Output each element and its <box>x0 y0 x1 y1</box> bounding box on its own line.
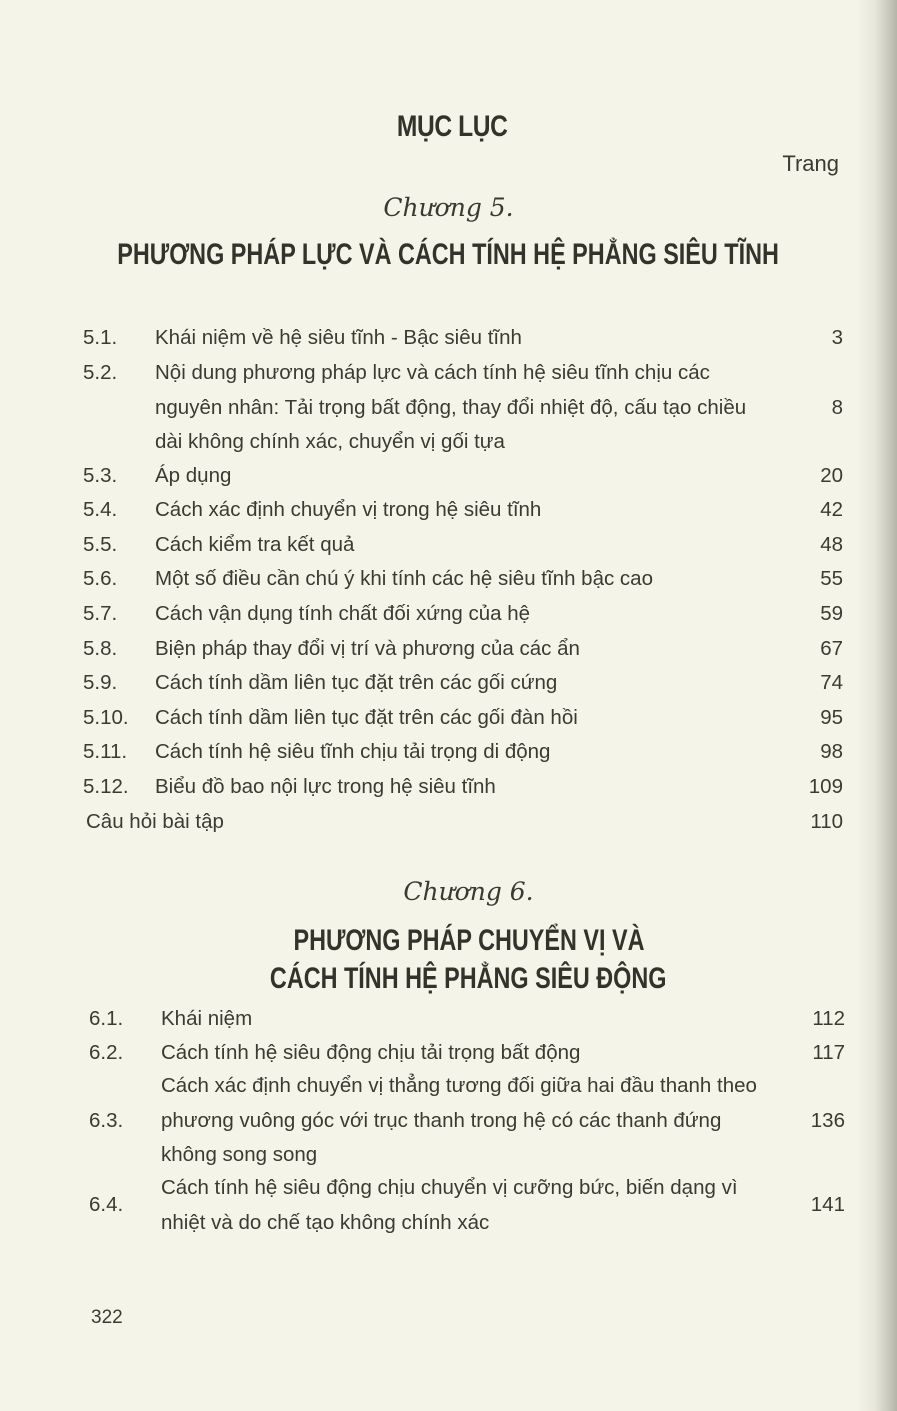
toc-entry-number: 6.4. <box>89 1193 124 1217</box>
toc-entry-number: 5.5. <box>83 533 118 556</box>
toc-entry-title: Biện pháp thay đổi vị trí và phương của các ẩn <box>155 637 580 660</box>
toc-entry-page: 20 <box>820 464 843 487</box>
toc-entry-title: Nội dung phương pháp lực và cách tính hệ siêu tĩnh chịu các nguyên nhân: Tải trọng bất động, thay đổi nhiệt độ, cấu tạo chiều dài không chính xác, chuyển vị gối tựa <box>155 361 747 453</box>
toc-entry-number: 6.2. <box>89 1041 124 1064</box>
toc-entry-page: 55 <box>820 567 843 590</box>
toc-entry-5-12[interactable] <box>83 770 843 805</box>
chapter-5-label: Chương 5. <box>383 193 514 222</box>
toc-entry-5-2[interactable] <box>83 356 843 460</box>
chapter-6-label: Chương 6. <box>403 877 534 906</box>
toc-entry-6-3[interactable] <box>89 1069 845 1173</box>
toc-entry-title: Cách tính hệ siêu tĩnh chịu tải trọng di động <box>155 740 551 763</box>
toc-entry-page: 42 <box>820 498 843 521</box>
toc-entry-title: Khái niệm về hệ siêu tĩnh - Bậc siêu tĩnh <box>155 326 522 349</box>
toc-entry-title: Biểu đồ bao nội lực trong hệ siêu tĩnh <box>155 775 496 798</box>
toc-entry-page: 74 <box>820 671 843 694</box>
toc-entry-page: 98 <box>820 740 843 763</box>
toc-entry-number: 5.4. <box>83 498 118 521</box>
toc-entry-page: 59 <box>820 602 843 625</box>
toc-entry-number: 5.9. <box>83 671 118 694</box>
toc-entry-title: Cách kiểm tra kết quả <box>155 533 355 556</box>
toc-entry-number: 5.11. <box>83 740 128 763</box>
toc-entry-page: 110 <box>810 810 843 833</box>
toc-entry-title: Câu hỏi bài tập <box>86 810 224 833</box>
toc-entry-number: 5.12. <box>83 775 129 798</box>
toc-entry-number: 5.6. <box>83 567 118 590</box>
toc-heading: MỤC LỤC <box>396 110 508 143</box>
toc-entry-5-8[interactable] <box>83 632 843 667</box>
chapter-6-title-line-1: PHƯƠNG PHÁP CHUYỂN VỊ VÀ <box>293 924 644 957</box>
toc-entry-6-1[interactable] <box>89 1002 845 1037</box>
toc-entry-page: 8 <box>831 395 843 419</box>
toc-entry-title: Cách xác định chuyển vị trong hệ siêu tĩnh <box>155 498 542 521</box>
toc-entry-exercises[interactable] <box>86 805 843 840</box>
toc-entry-5-7[interactable] <box>83 597 843 632</box>
toc-entry-5-11[interactable] <box>83 735 843 770</box>
chapter-5-title-line: PHƯƠNG PHÁP LỰC VÀ CÁCH TÍNH HỆ PHẲNG SIÊU TĨNH <box>117 238 780 271</box>
toc-entry-number: 5.10. <box>83 706 129 729</box>
toc-entry-page: 112 <box>812 1007 845 1030</box>
toc-entry-number: 5.1. <box>83 326 118 349</box>
chapter-6-title-line-2: CÁCH TÍNH HỆ PHẲNG SIÊU ĐỘNG <box>270 962 667 995</box>
page-column-label: Trang <box>782 151 839 176</box>
toc-entry-title: Khái niệm <box>161 1007 253 1030</box>
toc-entry-5-6[interactable] <box>83 562 843 597</box>
toc-entry-title: Cách tính dầm liên tục đặt trên các gối đàn hồi <box>155 706 578 729</box>
toc-entry-number: 6.1. <box>89 1007 124 1030</box>
toc-entry-page: 67 <box>820 637 843 660</box>
toc-entry-title: Cách tính hệ siêu động chịu chuyển vị cưỡng bức, biến dạng vì nhiệt và do chế tạo không chính xác <box>161 1176 738 1234</box>
toc-entry-page: 141 <box>810 1193 845 1217</box>
toc-entry-page: 109 <box>808 775 843 798</box>
toc-entry-number: 5.3. <box>83 464 118 487</box>
page-number: 322 <box>91 1307 123 1328</box>
toc-entry-title: Cách xác định chuyển vị thẳng tương đối giữa hai đầu thanh theo phương vuông góc với trục thanh trong hệ có các thanh đứng không song song <box>161 1074 757 1166</box>
toc-entry-title: Cách tính hệ siêu động chịu tải trọng bất động <box>161 1041 581 1064</box>
toc-entry-number: 5.7. <box>83 602 118 625</box>
toc-entry-title: Cách tính dầm liên tục đặt trên các gối cứng <box>155 671 558 694</box>
toc-entry-5-1[interactable] <box>83 321 843 356</box>
toc-entry-number: 5.2. <box>83 361 118 384</box>
toc-entry-5-10[interactable] <box>83 701 843 736</box>
toc-entry-number: 5.8. <box>83 637 118 660</box>
toc-entry-page: 3 <box>831 326 843 349</box>
toc-entry-page: 136 <box>810 1108 845 1132</box>
toc-entry-5-9[interactable] <box>83 666 843 701</box>
toc-entry-6-2[interactable] <box>89 1036 845 1071</box>
toc-entry-page: 48 <box>820 533 843 556</box>
toc-entry-title: Áp dụng <box>155 464 232 487</box>
toc-entry-number: 6.3. <box>89 1108 124 1132</box>
toc-entry-page: 95 <box>820 706 843 729</box>
toc-entry-title: Một số điều cần chú ý khi tính các hệ siêu tĩnh bậc cao <box>155 567 653 590</box>
toc-entry-title: Cách vận dụng tính chất đối xứng của hệ <box>155 602 531 625</box>
toc-entry-6-4[interactable] <box>89 1171 845 1240</box>
chapter-5-title <box>0 236 897 274</box>
toc-entry-page: 117 <box>812 1041 845 1064</box>
toc-entry-5-5[interactable] <box>83 528 843 563</box>
toc-entry-5-4[interactable] <box>83 493 843 528</box>
chapter-6-title <box>20 922 897 998</box>
toc-entry-5-3[interactable] <box>83 459 843 494</box>
